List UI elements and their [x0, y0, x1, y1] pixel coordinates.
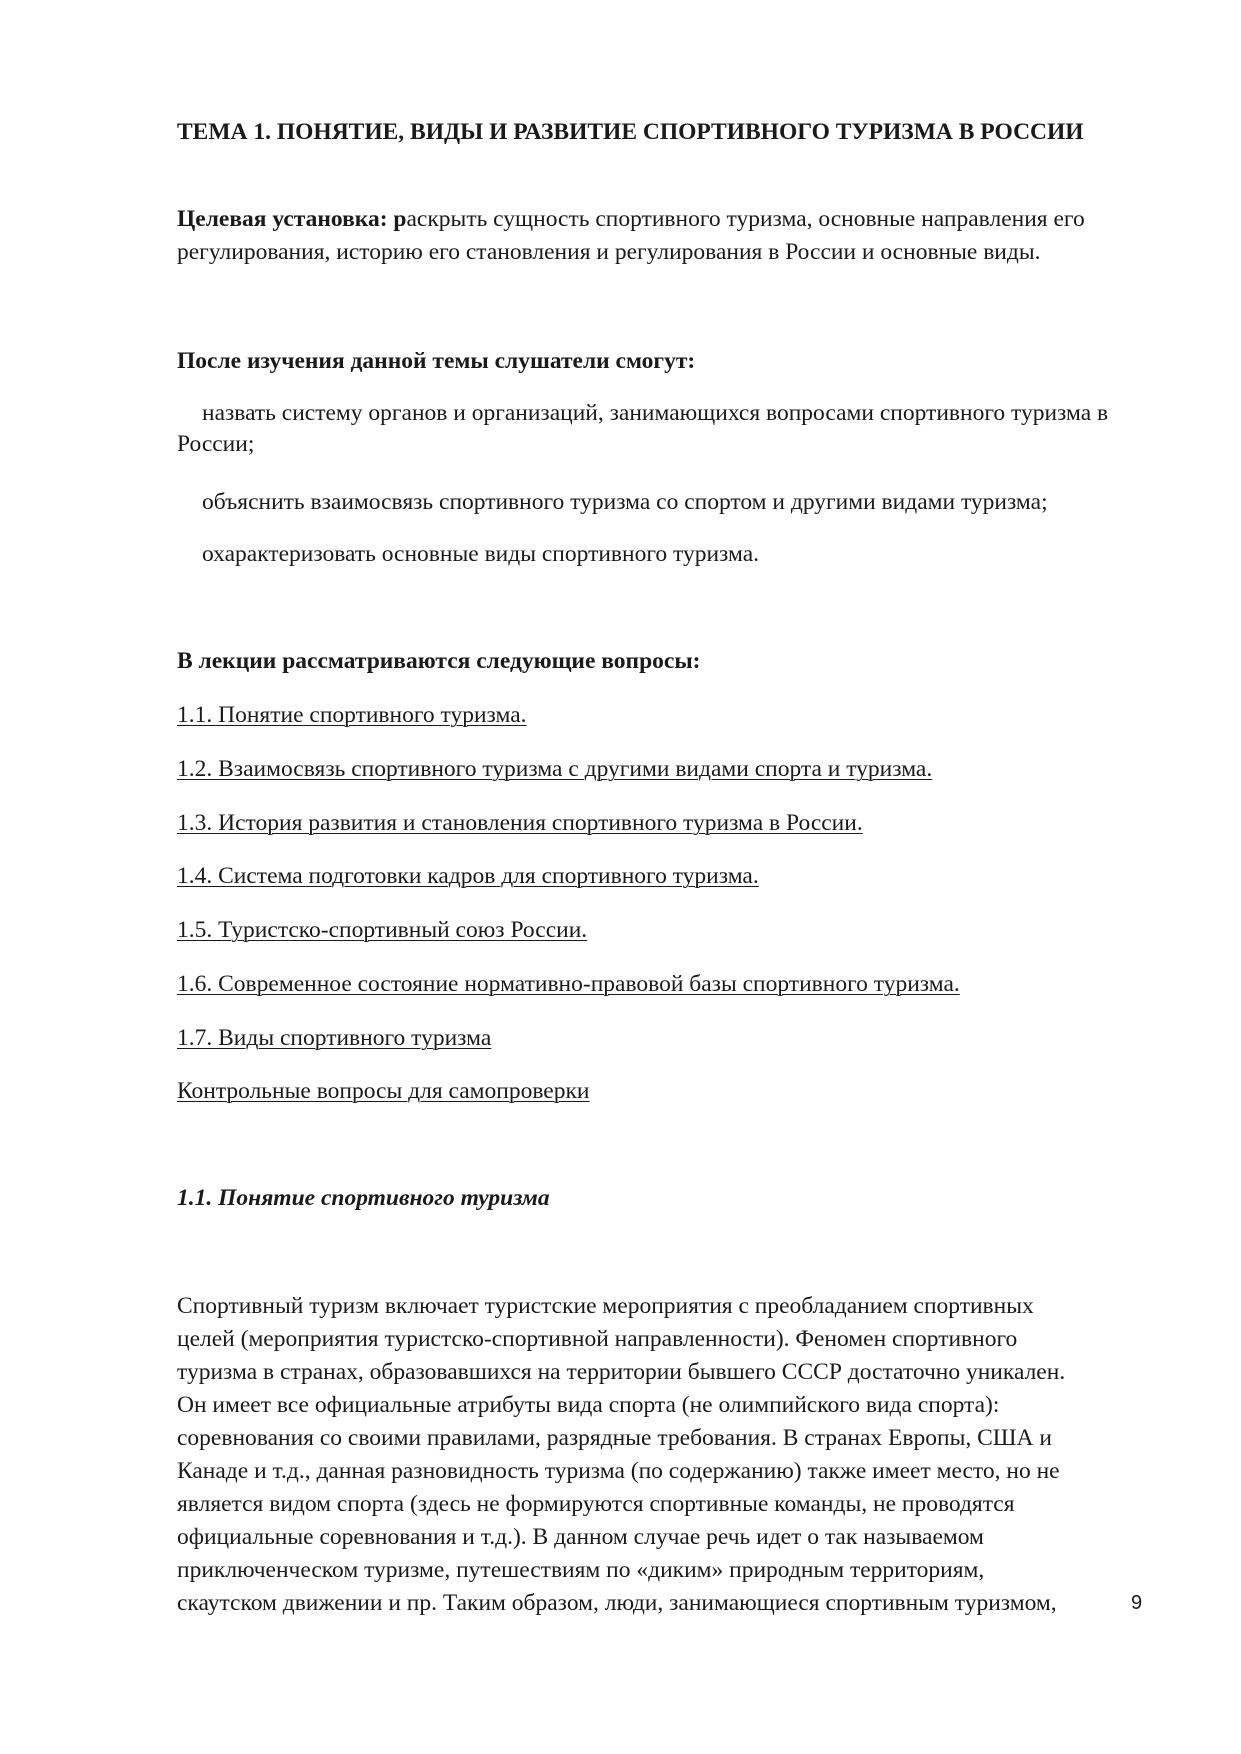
- body-line: Он имеет все официальные атрибуты вида спорта (не олимпийского вида спорта):: [177, 1392, 1000, 1418]
- body-line: является видом спорта (здесь не формируются спортивные команды, не проводятся: [177, 1491, 1015, 1517]
- section-heading: 1.1. Понятие спортивного туризма: [177, 1185, 550, 1211]
- toc-link-1-3[interactable]: 1.3. История развития и становления спортивного туризма в России.: [177, 810, 863, 836]
- body-line: туризма в странах, образовавшихся на территории бывшего СССР достаточно уникален.: [177, 1359, 1066, 1385]
- toc-link-1-2[interactable]: 1.2. Взаимосвязь спортивного туризма с другими видами спорта и туризма.: [177, 756, 933, 782]
- goal-label: Целевая установка: р: [177, 206, 407, 232]
- body-line: скаутском движении и пр. Таким образом, люди, занимающиеся спортивным туризмом,: [177, 1590, 1057, 1616]
- lecture-heading: В лекции рассматриваются следующие вопросы:: [177, 648, 701, 674]
- body-line: приключенческом туризме, путешествиям по «диким» природным территориям,: [177, 1557, 985, 1583]
- body-line: официальные соревнования и т.д.). В данном случае речь идет о так называемом: [177, 1524, 984, 1550]
- goal-text: аскрыть сущность спортивного туризма, основные направления его регулирования, историю его становления и регулирования в России и основные виды.: [177, 206, 1085, 265]
- outcome-item: объяснить взаимосвязь спортивного туризма со спортом и другими видами туризма;: [202, 489, 1048, 515]
- toc-link-review-questions[interactable]: Контрольные вопросы для самопроверки: [177, 1078, 590, 1104]
- toc-link-1-7[interactable]: 1.7. Виды спортивного туризма: [177, 1025, 492, 1051]
- toc-link-1-4[interactable]: 1.4. Система подготовки кадров для спортивного туризма.: [177, 863, 759, 889]
- outcome-item: назвать систему органов и организаций, занимающихся вопросами спортивного туризма в России;: [177, 400, 1109, 457]
- page-title: ТЕМА 1. ПОНЯТИЕ, ВИДЫ И РАЗВИТИЕ СПОРТИВНОГО ТУРИЗМА В РОССИИ: [177, 119, 1084, 145]
- toc-link-1-1[interactable]: 1.1. Понятие спортивного туризма.: [177, 702, 527, 728]
- outcomes-heading: После изучения данной темы слушатели смогут:: [177, 348, 696, 374]
- section-body: [177, 1290, 1157, 1620]
- body-line: Канаде и т.д., данная разновидность туризма (по содержанию) также имеет место, но не: [177, 1458, 1060, 1484]
- body-line: целей (мероприятия туристско-спортивной направленности). Феномен спортивного: [177, 1326, 1018, 1352]
- body-line: Спортивный туризм включает туристские мероприятия с преобладанием спортивных: [177, 1293, 1034, 1319]
- toc-link-1-5[interactable]: 1.5. Туристско-спортивный союз России.: [177, 917, 588, 943]
- outcome-item: охарактеризовать основные виды спортивного туризма.: [202, 541, 760, 567]
- page-number: 9: [1131, 1592, 1143, 1614]
- goal-paragraph: [177, 203, 1157, 269]
- toc-link-1-6[interactable]: 1.6. Современное состояние нормативно-правовой базы спортивного туризма.: [177, 971, 960, 997]
- body-line: соревнования со своими правилами, разрядные требования. В странах Европы, США и: [177, 1425, 1052, 1451]
